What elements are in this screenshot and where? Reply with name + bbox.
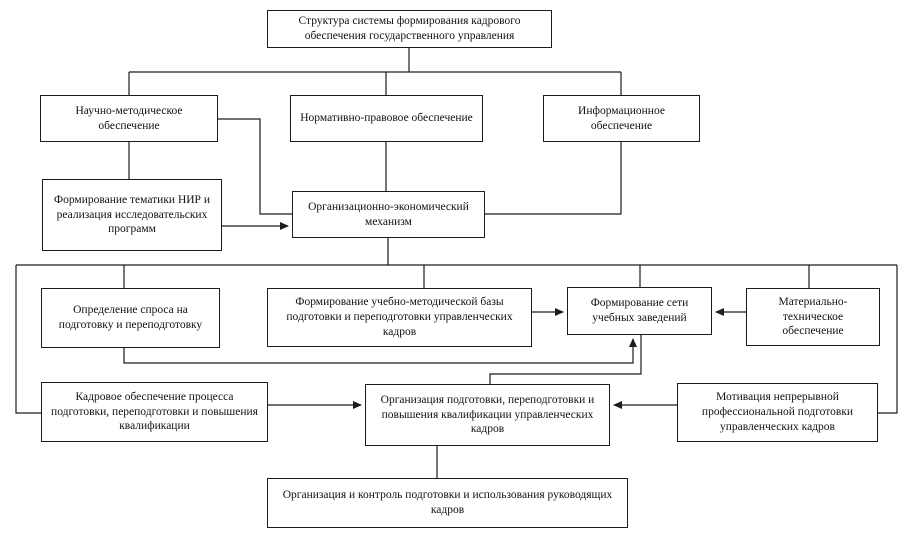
node-legal-support bbox=[290, 95, 483, 142]
node-scientific-label: Научно-методическое обеспечение bbox=[75, 104, 183, 132]
node-scientific-methodological-support bbox=[40, 95, 218, 142]
node-motivation-label: Мотивация непрерывной профессиональной подготовки управленческих кадров bbox=[701, 391, 854, 433]
node-organization-and-control bbox=[267, 478, 628, 528]
node-educational-institutions-network bbox=[567, 287, 712, 335]
node-info-label: Информационное обеспечение bbox=[578, 104, 665, 132]
node-information-support bbox=[543, 95, 700, 142]
node-staffing-support bbox=[41, 382, 268, 442]
node-mechanism-label: Организационно-экономический механизм bbox=[308, 200, 469, 228]
node-organizational-economic-mechanism bbox=[292, 191, 485, 238]
node-demand-label: Определение спроса на подготовку и переподготовку bbox=[58, 304, 203, 331]
node-root-label: Структура системы формирования кадрового обеспечения государственного управления bbox=[298, 15, 521, 42]
node-staffing-label: Кадровое обеспечение процесса подготовки, переподготовки и повышения квалификации bbox=[51, 390, 258, 433]
node-organization-label: Организация подготовки, переподготовки и повышения квалификации управленческих кадров bbox=[380, 393, 595, 436]
node-topics-label: Формирование тематики НИР и реализация исследовательских программ bbox=[54, 193, 210, 236]
node-educational-methodological-base bbox=[267, 288, 532, 347]
node-research-topics bbox=[42, 179, 222, 251]
node-edu-base-label: Формирование учебно-методической базы подготовки и переподготовки управленческих кадров bbox=[286, 296, 513, 338]
node-network-label: Формирование сети учебных заведений bbox=[590, 297, 689, 324]
node-root bbox=[267, 10, 552, 48]
node-demand-determination bbox=[41, 288, 220, 348]
node-training-organization bbox=[365, 384, 610, 446]
node-material-label: Материально-техническое обеспечение bbox=[778, 295, 848, 338]
node-control-label: Организация и контроль подготовки и использования руководящих кадров bbox=[282, 489, 613, 516]
node-legal-label: Нормативно-правовое обеспечение bbox=[300, 112, 473, 125]
node-continuous-training-motivation bbox=[677, 383, 878, 442]
node-material-technical-support bbox=[746, 288, 880, 346]
